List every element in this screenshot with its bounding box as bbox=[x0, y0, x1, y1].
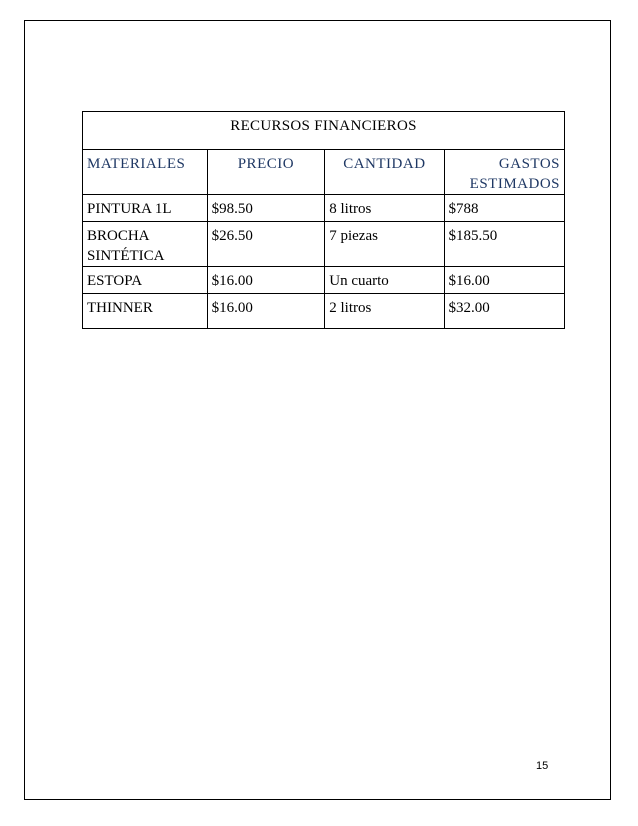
header-materiales: MATERIALES bbox=[83, 150, 208, 195]
cell-gastos: $788 bbox=[444, 195, 564, 222]
cell-precio: $16.00 bbox=[207, 267, 325, 294]
cell-material: ESTOPA bbox=[83, 267, 208, 294]
cell-precio: $16.00 bbox=[207, 294, 325, 329]
table-row bbox=[83, 294, 565, 329]
table-row bbox=[83, 267, 565, 294]
cell-cantidad: 8 litros bbox=[325, 195, 444, 222]
header-cantidad: CANTIDAD bbox=[325, 150, 444, 195]
header-precio: PRECIO bbox=[207, 150, 325, 195]
table-row bbox=[83, 195, 565, 222]
page-number: 15 bbox=[536, 760, 549, 772]
cell-cantidad: Un cuarto bbox=[325, 267, 444, 294]
table-title: RECURSOS FINANCIEROS bbox=[83, 112, 565, 150]
table-header-row bbox=[83, 150, 565, 195]
cell-gastos: $185.50 bbox=[444, 222, 564, 267]
table-row bbox=[83, 222, 565, 267]
cell-material: BROCHA SINTÉTICA bbox=[83, 222, 208, 267]
header-gastos-estimados: GASTOS ESTIMADOS bbox=[444, 150, 564, 195]
cell-precio: $98.50 bbox=[207, 195, 325, 222]
cell-material: THINNER bbox=[83, 294, 208, 329]
financial-resources-table bbox=[82, 111, 565, 329]
cell-cantidad: 2 litros bbox=[325, 294, 444, 329]
cell-gastos: $16.00 bbox=[444, 267, 564, 294]
cell-precio: $26.50 bbox=[207, 222, 325, 267]
table-title-row bbox=[83, 112, 565, 150]
cell-material: PINTURA 1L bbox=[83, 195, 208, 222]
cell-cantidad: 7 piezas bbox=[325, 222, 444, 267]
cell-gastos: $32.00 bbox=[444, 294, 564, 329]
